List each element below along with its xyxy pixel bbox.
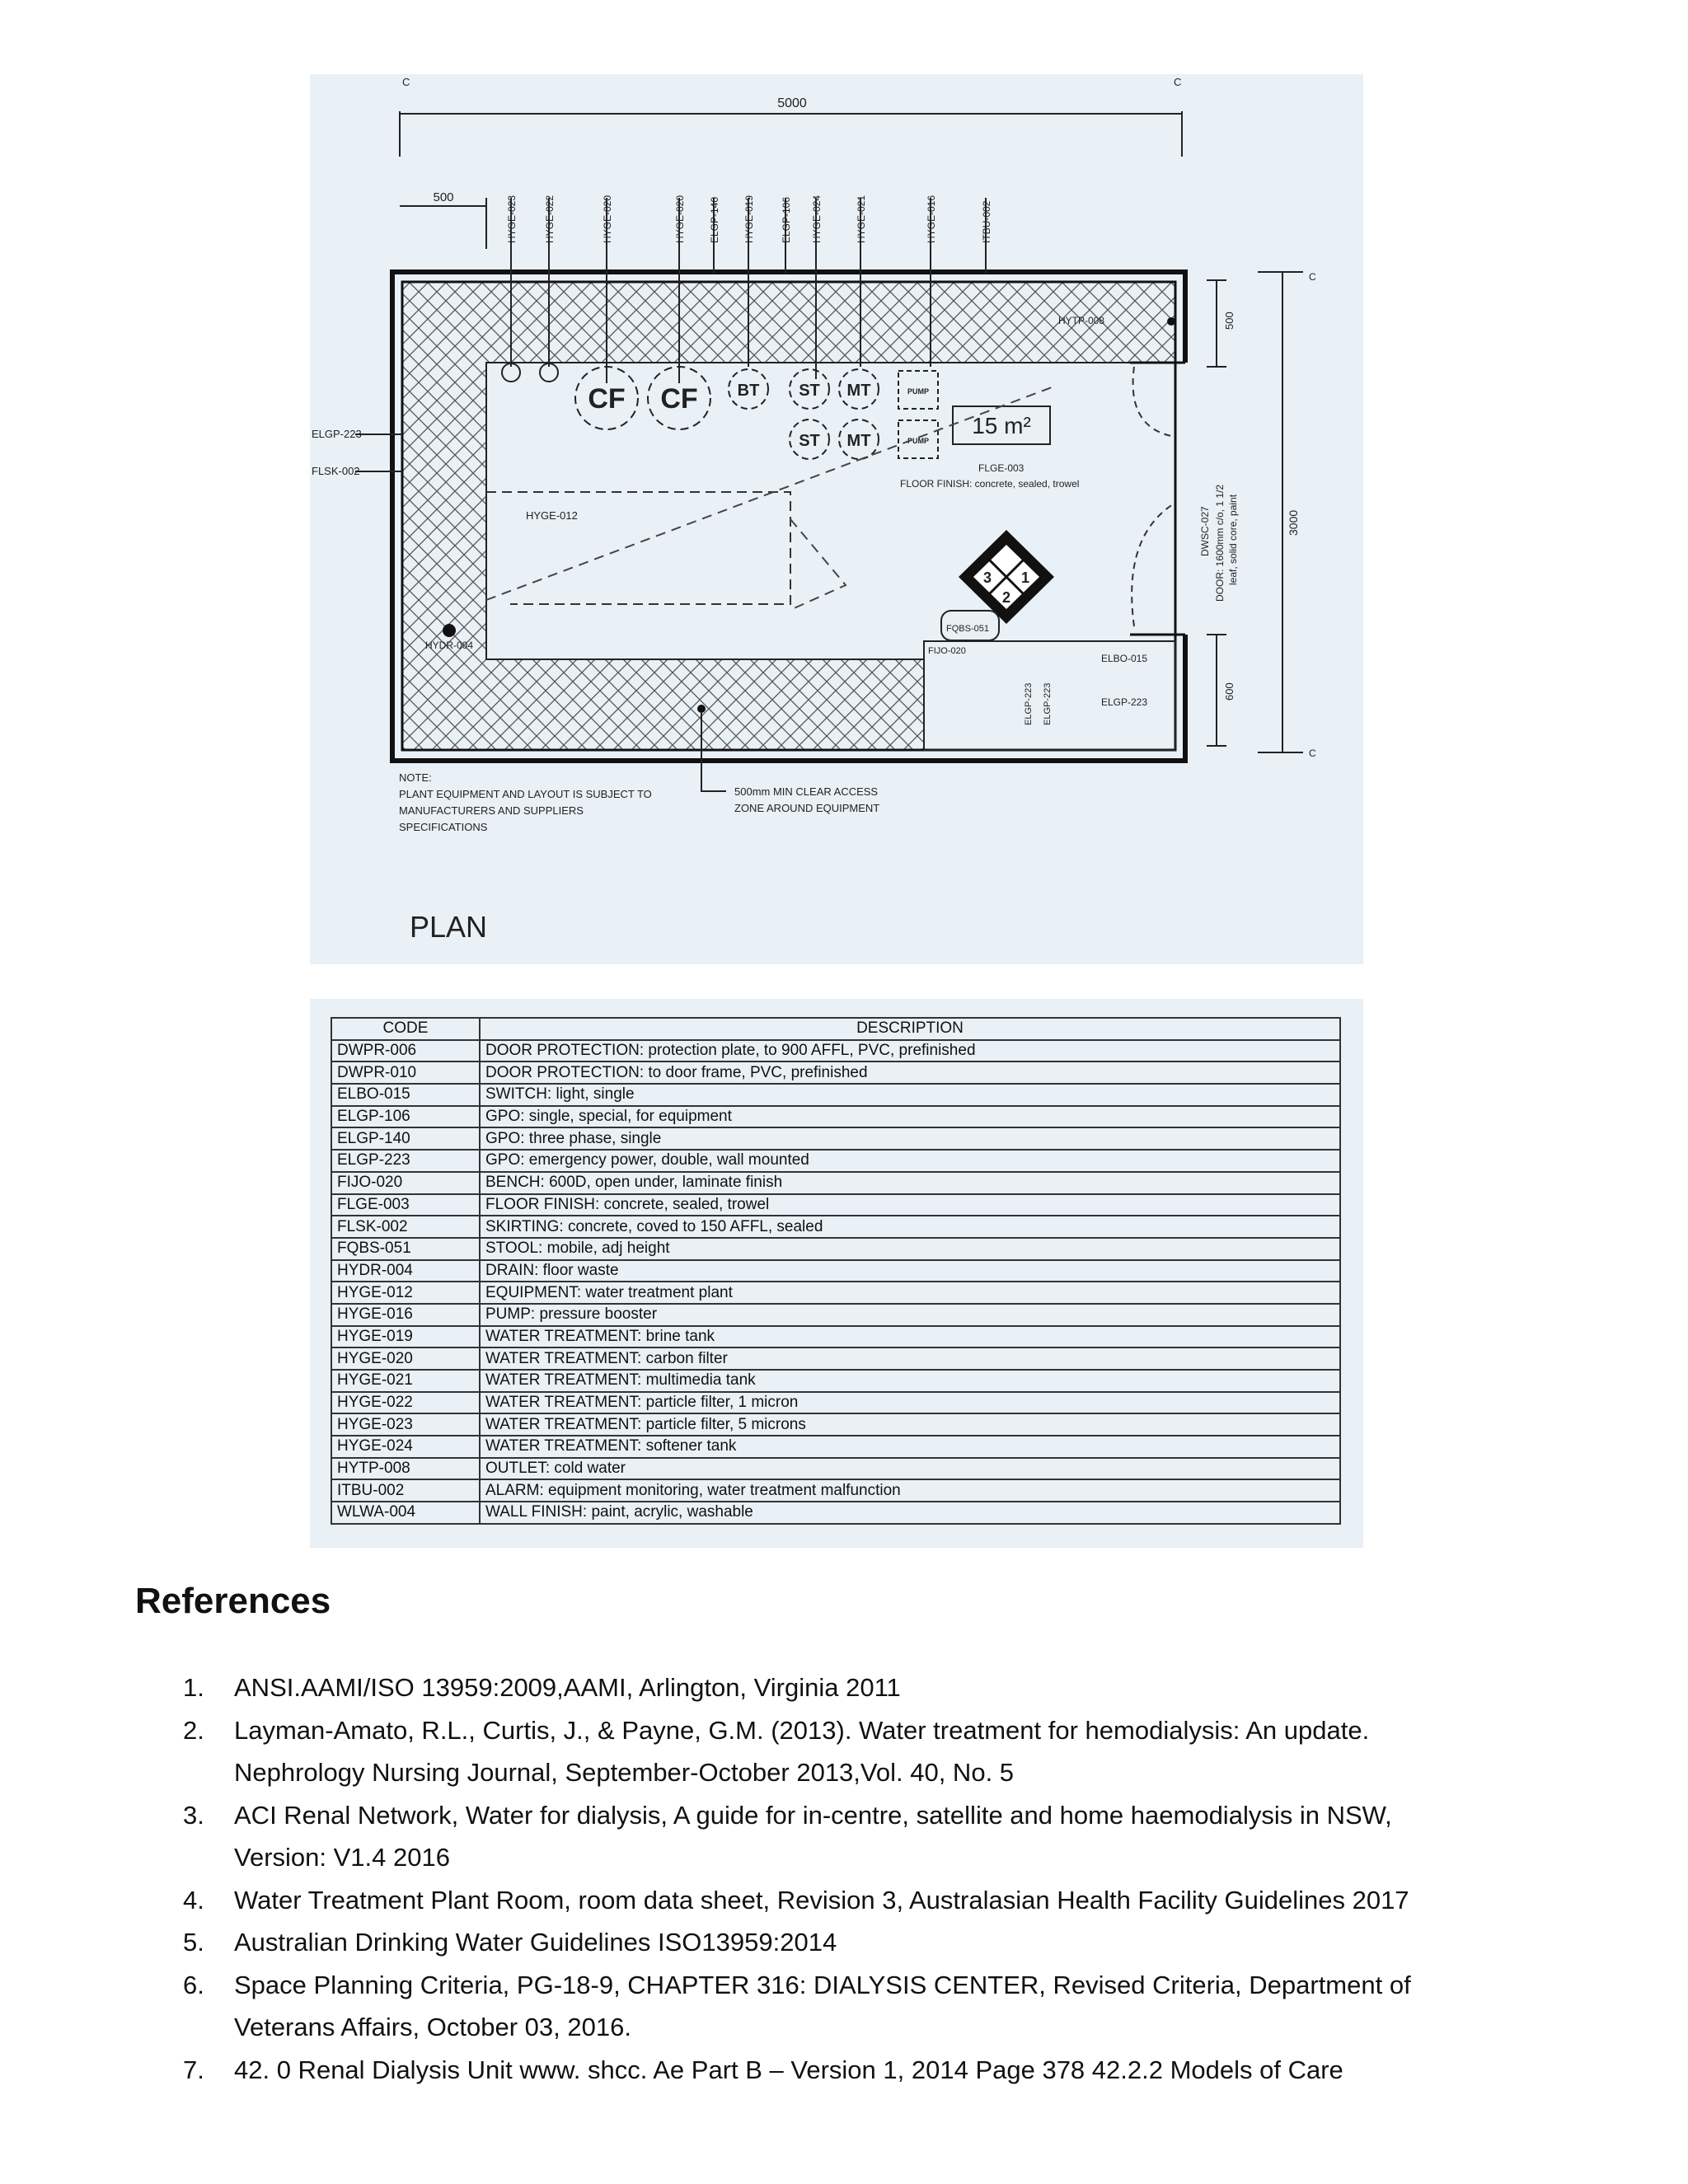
diamond-value: 3 xyxy=(982,569,992,586)
code-legend xyxy=(310,999,1363,1548)
equipment-label: MT xyxy=(846,382,871,400)
legend-description: WATER TREATMENT: multimedia tank xyxy=(480,1370,1340,1392)
legend-description: PUMP: pressure booster xyxy=(480,1304,1340,1326)
legend-description: WATER TREATMENT: particle filter, 1 micron xyxy=(480,1392,1340,1414)
legend-code: DWPR-006 xyxy=(331,1040,480,1062)
equipment-label: CF xyxy=(588,383,626,415)
callout-label: ELGP-223 xyxy=(1043,682,1053,725)
floor-plan-svg xyxy=(310,74,1363,964)
legend-row xyxy=(331,1370,1340,1392)
pump-2 xyxy=(898,420,938,458)
callout-label: ELGP-223 xyxy=(312,428,362,440)
legend-code: HYGE-012 xyxy=(331,1282,480,1304)
callout-label: HYGE-024 xyxy=(811,194,823,243)
legend-description: DOOR PROTECTION: to door frame, PVC, prefinished xyxy=(480,1062,1340,1084)
legend-code: HYGE-024 xyxy=(331,1436,480,1458)
callout-label: ELGP-223 xyxy=(1024,682,1034,725)
drain-label: HYDR-004 xyxy=(425,640,474,651)
legend-description: SWITCH: light, single xyxy=(480,1084,1340,1106)
legend-description: GPO: emergency power, double, wall mounted xyxy=(480,1150,1340,1172)
room-area: 15 m² xyxy=(972,413,1031,438)
callout-label: HYGE-016 xyxy=(926,194,937,243)
legend-code: ELGP-223 xyxy=(331,1150,480,1172)
reference-number: 1. xyxy=(183,1673,204,1702)
clear-access-zone xyxy=(402,282,1175,750)
legend-description: OUTLET: cold water xyxy=(480,1458,1340,1480)
legend-description: BENCH: 600D, open under, laminate finish xyxy=(480,1172,1340,1194)
overall-height-label: 3000 xyxy=(1287,509,1300,536)
legend-row xyxy=(331,1304,1340,1326)
plan-title: PLAN xyxy=(410,910,488,944)
legend-description: SKIRTING: concrete, coved to 150 AFFL, sealed xyxy=(480,1216,1340,1238)
legend-description: ALARM: equipment monitoring, water treatment malfunction xyxy=(480,1479,1340,1502)
callout-label: HYGE-023 xyxy=(506,194,518,243)
legend-description: DOOR PROTECTION: protection plate, to 900 AFFL, PVC, prefinished xyxy=(480,1040,1340,1062)
legend-code: FLSK-002 xyxy=(331,1216,480,1238)
reference-text: Nephrology Nursing Journal, September-October 2013,Vol. 40, No. 5 xyxy=(234,1758,1015,1787)
callout-label: HYGE-021 xyxy=(856,194,867,243)
svg-text:ZONE AROUND EQUIPMENT: ZONE AROUND EQUIPMENT xyxy=(734,802,880,814)
reference-text: Version: V1.4 2016 xyxy=(234,1843,450,1872)
hazard-diamond-icon xyxy=(959,530,1054,624)
legend-row xyxy=(331,1260,1340,1282)
overall-width-label: 5000 xyxy=(777,96,807,110)
references-list xyxy=(183,1666,1584,2091)
reference-item xyxy=(183,1921,1584,1964)
legend-code: ELBO-015 xyxy=(331,1084,480,1106)
legend-row xyxy=(331,1326,1340,1348)
reference-item xyxy=(183,1964,1584,2049)
legend-row xyxy=(331,1106,1340,1128)
legend-code: ELGP-106 xyxy=(331,1106,480,1128)
reference-text: Australian Drinking Water Guidelines ISO13959:2014 xyxy=(234,1928,837,1957)
softener-tank-2 xyxy=(790,419,829,459)
plant-label: HYGE-012 xyxy=(526,509,578,522)
description-header: DESCRIPTION xyxy=(480,1018,1340,1040)
legend-description: EQUIPMENT: water treatment plant xyxy=(480,1282,1340,1304)
floor-finish-note: FLOOR FINISH: concrete, sealed, trowel xyxy=(900,478,1080,490)
legend-row xyxy=(331,1436,1340,1458)
callout-label: ELGP-140 xyxy=(709,196,720,243)
legend-row xyxy=(331,1040,1340,1062)
legend-description: WATER TREATMENT: carbon filter xyxy=(480,1347,1340,1370)
clear-access-note xyxy=(734,785,879,814)
grid-mark: C xyxy=(1309,748,1316,759)
legend-row xyxy=(331,1282,1340,1304)
legend-row xyxy=(331,1238,1340,1260)
door-note: DOOR: 1600mm c/o, 1 1/2 xyxy=(1214,484,1226,602)
reference-item xyxy=(183,1879,1584,1922)
legend-row xyxy=(331,1127,1340,1150)
legend-description: WALL FINISH: paint, acrylic, washable xyxy=(480,1502,1340,1524)
equipment-label: PUMP xyxy=(907,387,930,396)
reference-text: ACI Renal Network, Water for dialysis, A guide for in-centre, satellite and home haemodialysis in NSW, xyxy=(234,1800,1392,1830)
callout-label: FLSK-002 xyxy=(312,465,360,477)
legend-code: HYGE-021 xyxy=(331,1370,480,1392)
references-heading: References xyxy=(135,1581,331,1621)
legend-row xyxy=(331,1458,1340,1480)
legend-row xyxy=(331,1062,1340,1084)
legend-code: HYGE-016 xyxy=(331,1304,480,1326)
reference-number: 3. xyxy=(183,1800,204,1830)
multimedia-tank-1 xyxy=(839,369,879,409)
legend-description: WATER TREATMENT: brine tank xyxy=(480,1326,1340,1348)
legend-description: GPO: single, special, for equipment xyxy=(480,1106,1340,1128)
reference-number: 2. xyxy=(183,1715,204,1745)
offset-dimension xyxy=(400,198,486,249)
equipment-label: ST xyxy=(799,432,820,450)
grid-mark: C xyxy=(1174,76,1182,88)
floor-plan-drawing xyxy=(310,74,1363,964)
reference-text: ANSI.AAMI/ISO 13959:2009,AAMI, Arlington, Virginia 2011 xyxy=(234,1673,901,1702)
legend-code: HYDR-004 xyxy=(331,1260,480,1282)
legend-header-row xyxy=(331,1018,1340,1040)
overall-width-dimension xyxy=(400,111,1182,157)
plan-note xyxy=(399,771,652,833)
top-callouts xyxy=(506,195,992,243)
legend-code: WLWA-004 xyxy=(331,1502,480,1524)
legend-row xyxy=(331,1347,1340,1370)
reference-number: 6. xyxy=(183,1970,204,1999)
outlet-label: HYTP-008 xyxy=(1058,315,1105,326)
legend-code: HYGE-023 xyxy=(331,1413,480,1436)
door-note: leaf, solid core, paint xyxy=(1227,494,1239,585)
legend-code: ELGP-140 xyxy=(331,1127,480,1150)
grid-mark: C xyxy=(402,76,410,88)
equipment-label: CF xyxy=(660,383,698,415)
door-code: DWSC-027 xyxy=(1199,506,1211,556)
dimension-label: 600 xyxy=(1223,682,1236,701)
legend-code: FQBS-051 xyxy=(331,1238,480,1260)
legend-description: STOOL: mobile, adj height xyxy=(480,1238,1340,1260)
reference-item xyxy=(183,2049,1584,2092)
reference-item xyxy=(183,1709,1584,1794)
svg-text:500mm MIN CLEAR ACCESS: 500mm MIN CLEAR ACCESS xyxy=(734,785,879,798)
legend-description: DRAIN: floor waste xyxy=(480,1260,1340,1282)
reference-text: Space Planning Criteria, PG-18-9, CHAPTER 316: DIALYSIS CENTER, Revised Criteria, Department of xyxy=(234,1970,1411,1999)
legend-description: WATER TREATMENT: particle filter, 5 microns xyxy=(480,1413,1340,1436)
diamond-value: 1 xyxy=(1020,569,1030,586)
bench-label: FIJO-020 xyxy=(928,646,966,656)
callout-label: HYGE-022 xyxy=(544,194,556,243)
legend-description: GPO: three phase, single xyxy=(480,1127,1340,1150)
reference-text: Layman-Amato, R.L., Curtis, J., & Payne, G.M. (2013). Water treatment for hemodialysis: An update. xyxy=(234,1715,1370,1745)
legend-code: FIJO-020 xyxy=(331,1172,480,1194)
reference-text: Veterans Affairs, October 03, 2016. xyxy=(234,2013,631,2041)
softener-tank-1 xyxy=(790,369,829,409)
floor-drain-icon xyxy=(443,624,456,637)
brine-tank xyxy=(729,369,768,409)
legend-body xyxy=(331,1040,1340,1524)
legend-code: DWPR-010 xyxy=(331,1062,480,1084)
legend-row xyxy=(331,1479,1340,1502)
legend-row xyxy=(331,1392,1340,1414)
legend-description: FLOOR FINISH: concrete, sealed, trowel xyxy=(480,1194,1340,1216)
callout-label: HYGE-020 xyxy=(674,194,686,243)
reference-text: Water Treatment Plant Room, room data sheet, Revision 3, Australasian Health Facility Guidelines 2017 xyxy=(234,1885,1409,1915)
legend-row xyxy=(331,1413,1340,1436)
multimedia-tank-2 xyxy=(839,419,879,459)
callout-label: HYGE-020 xyxy=(602,194,613,243)
offset-dimension-label: 500 xyxy=(433,190,454,204)
floor-code: FLGE-003 xyxy=(978,462,1025,474)
legend-description: WATER TREATMENT: softener tank xyxy=(480,1436,1340,1458)
legend-code: HYGE-022 xyxy=(331,1392,480,1414)
reference-item xyxy=(183,1666,1584,1709)
legend-code: HYGE-019 xyxy=(331,1326,480,1348)
pump-1 xyxy=(898,371,938,409)
legend-code: ITBU-002 xyxy=(331,1479,480,1502)
legend-row xyxy=(331,1084,1340,1106)
equipment-label: MT xyxy=(846,432,871,450)
door xyxy=(1130,363,1185,635)
legend-code: HYGE-020 xyxy=(331,1347,480,1370)
diamond-value: 2 xyxy=(1001,589,1011,606)
svg-text:NOTE:: NOTE: xyxy=(399,771,432,784)
stool-label: FQBS-051 xyxy=(946,624,989,634)
grid-mark: C xyxy=(1309,271,1316,283)
legend-table xyxy=(331,1017,1341,1525)
callout-label: ELGP-106 xyxy=(781,196,792,243)
callout-label: HYGE-019 xyxy=(743,194,755,243)
legend-code: HYTP-008 xyxy=(331,1458,480,1480)
reference-number: 4. xyxy=(183,1885,204,1915)
legend-row xyxy=(331,1172,1340,1194)
equipment-label: PUMP xyxy=(907,437,930,445)
gpo-label: ELGP-223 xyxy=(1101,696,1148,708)
switch-label: ELBO-015 xyxy=(1101,653,1148,664)
legend-code: FLGE-003 xyxy=(331,1194,480,1216)
reference-number: 5. xyxy=(183,1928,204,1957)
legend-row xyxy=(331,1216,1340,1238)
equipment-label: ST xyxy=(799,382,820,400)
legend-row xyxy=(331,1502,1340,1524)
callout-label: ITBU-002 xyxy=(981,200,992,243)
reference-number: 7. xyxy=(183,2055,204,2084)
legend-row xyxy=(331,1150,1340,1172)
door-swing xyxy=(1132,367,1175,626)
svg-text:MANUFACTURERS AND SUPPLIERS: MANUFACTURERS AND SUPPLIERS xyxy=(399,804,584,817)
reference-text: 42. 0 Renal Dialysis Unit www. shcc. Ae Part B – Version 1, 2014 Page 378 42.2.2 Models of Care xyxy=(234,2055,1343,2084)
equipment-label: BT xyxy=(737,382,760,400)
legend-row xyxy=(331,1194,1340,1216)
dimension-label: 500 xyxy=(1223,312,1236,330)
svg-text:SPECIFICATIONS: SPECIFICATIONS xyxy=(399,821,488,833)
code-header: CODE xyxy=(331,1018,480,1040)
svg-text:PLANT EQUIPMENT AND LAYOUT IS: PLANT EQUIPMENT AND LAYOUT IS SUBJECT TO xyxy=(399,788,652,800)
reference-item xyxy=(183,1794,1584,1879)
